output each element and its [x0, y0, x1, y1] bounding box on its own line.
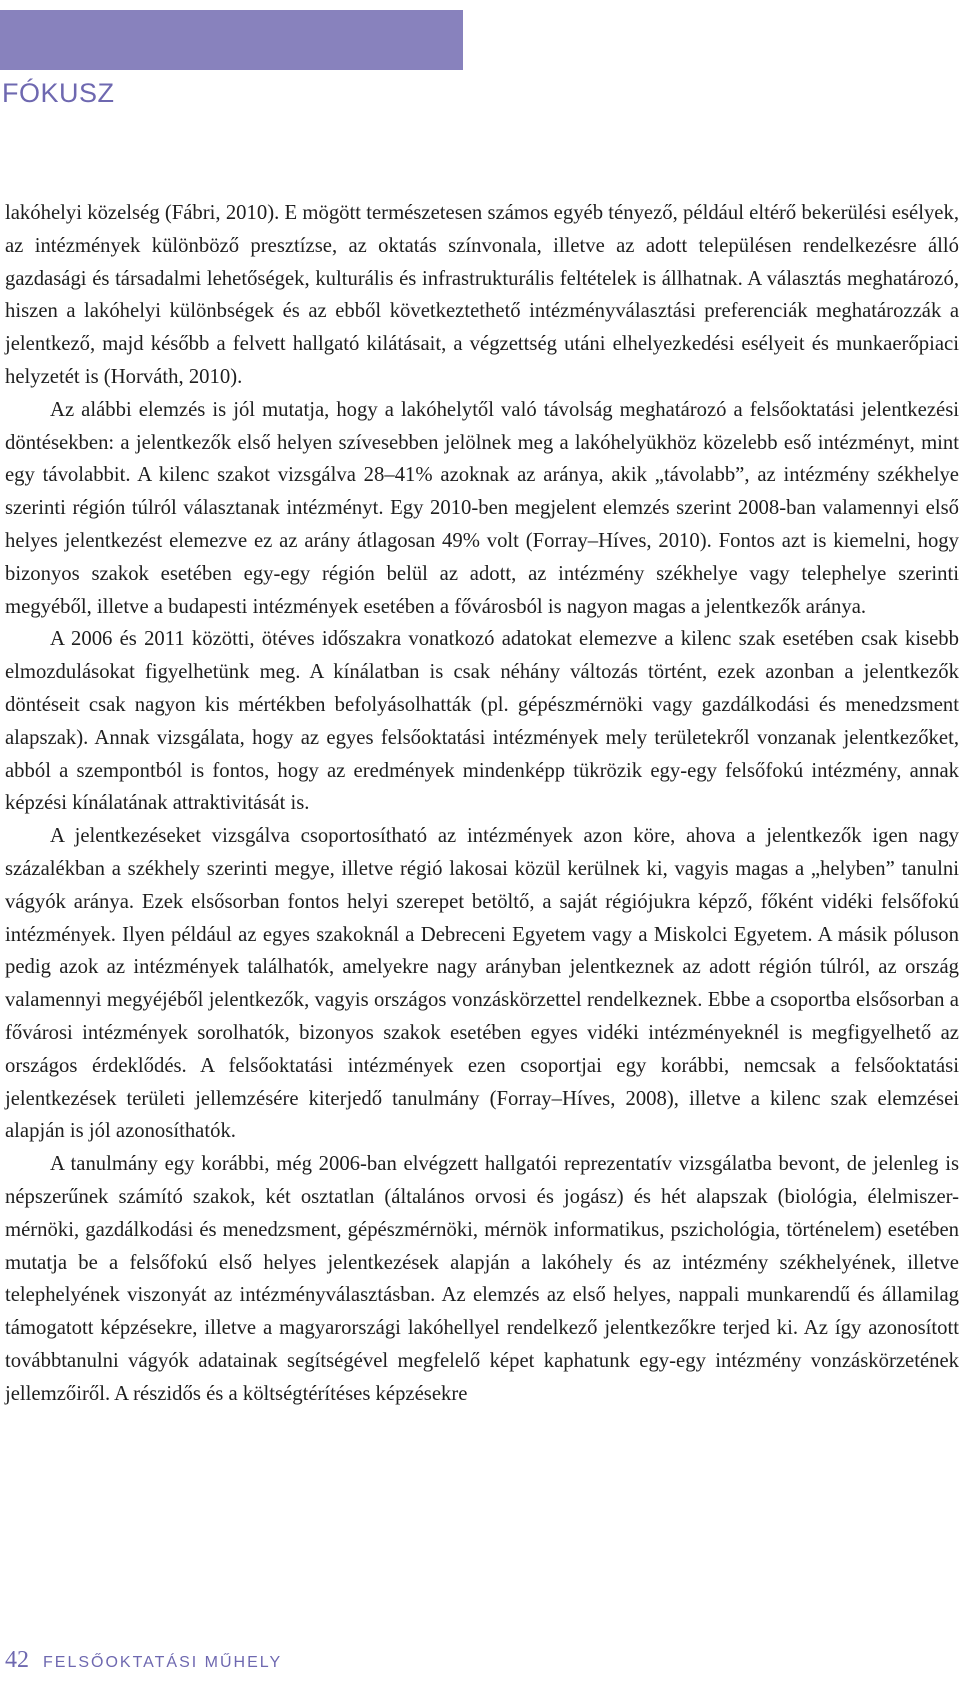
article-body: [5, 197, 959, 1410]
page-footer: [5, 1647, 282, 1674]
section-label: FÓKUSZ: [2, 78, 115, 108]
paragraph: A tanulmány egy korábbi, még 2006-ban elvégzett hallgatói reprezentatív vizsgálatba bevont, de jelenleg is népszerűnek számító szakok, két osztatlan (általános orvosi és jogász) és hét alapszak (biológia, élelmiszer-mérnöki, gazdálkodási és menedzsment, gépészmérnöki, mérnök informatikus, pszichológia, történelem) esetében mutatja be a felsőfokú első helyes jelentkezések alapján a lakóhely és az intézmény székhelyének, illetve telephelyének viszonyát az intézményválasztásban. Az elemzés az első helyes, nappali munkarendű és államilag támogatott képzésekre, illetve a magyarországi lakóhellyel rendelkező jelentkezőkre terjed ki. Az így azonosított továbbtanulni vágyók adatainak segítségével megfelelő képet kaphatunk egy-egy intézmény vonzáskörzetének jellemzőiről. A részidős és a költségtérítéses képzésekre: [5, 1153, 959, 1405]
paragraph: Az alábbi elemzés is jól mutatja, hogy a lakóhelytől való távolság meghatározó a felsőoktatási jelentkezési döntésekben: a jelentkezők első helyen szívesebben jelölnek meg a lakóhelyükhöz közelebb eső intézményt, mint egy távolabbit. A kilenc szakot vizsgálva 28–41% azoknak az aránya, akik „távolabb”, az intézmény székhelye szerinti régión túlról választanak intézményt. Egy 2010-ben megjelent elemzés szerint 2008-ban valamennyi első helyes jelentkezést elemezve ez az arány átlagosan 49% volt (Forray–Híves, 2010). Fontos azt is kiemelni, hogy bizonyos szakok esetében egy-egy régión belül az adott, az intézmény székhelye vagy telephelye szerinti megyéből, illetve a budapesti intézmények esetében a fővárosból is nagyon magas a jelentkezők aránya.: [5, 398, 959, 618]
page-number: 42: [5, 1647, 29, 1673]
header-color-bar: [0, 10, 463, 70]
paragraph: A 2006 és 2011 közötti, ötéves időszakra vonatkozó adatokat elemezve a kilenc szak esetében csak kisebb elmozdulásokat figyelhetünk meg. A kínálatban is csak néhány változás történt, ezek azonban a jelentkezők döntéseit csak nagyon kis mértékben befolyásolhatták (pl. gépészmérnöki vagy gazdálkodási és menedzsment alapszak). Annak vizsgálata, hogy az egyes felsőoktatási intézmények mely területekről vonzanak jelentkezőket, abból a szempontból is fontos, hogy az eredmények mindenképp tükrözik egy-egy felsőfokú intézmény, annak képzési kínálatának attraktivitását is.: [5, 628, 959, 815]
journal-name: FELSŐOKTATÁSI MŰHELY: [43, 1654, 283, 1671]
paragraph: A jelentkezéseket vizsgálva csoportosítható az intézmények azon köre, ahova a jelentkezők igen nagy százalékban a székhely szerinti megye, illetve régió lakosai közül kerülnek ki, vagyis magas a „helyben” tanulni vágyók aránya. Ezek elsősorban fontos helyi szerepet betöltő, a saját régiójukra képző, főként vidéki felsőfokú intézmények. Ilyen például az egyes szakoknál a Debreceni Egyetem vagy a Miskolci Egyetem. A másik póluson pedig azok az intézmények találhatók, amelyekre nagy arányban jelentkeznek az adott régión túlról, az ország valamennyi megyéjéből jelentkezők, vagyis országos vonzáskörzettel rendelkeznek. Ebbe a csoportba elsősorban a fővárosi intézmények sorolhatók, bizonyos szakok esetében egyes vidéki intézményeknél is megfigyelhető az országos érdeklődés. A felsőoktatási intézmények ezen csoportjai egy korábbi, nemcsak a felsőoktatási jelentkezések területi jellemzésére kiterjedő tanulmány (Forray–Híves, 2008), illetve a kilenc szak elemzései alapján is jól azonosíthatók.: [5, 825, 959, 1143]
paragraph: lakóhelyi közelség (Fábri, 2010). E mögött természetesen számos egyéb tényező, például eltérő bekerülési esélyek, az intézmények különböző presztízse, az oktatás színvonala, illetve az adott településen rendelkezésre álló gazdasági és társadalmi lehetőségek, kulturális és infrastrukturális feltételek is állhatnak. A választás meghatározó, hiszen a lakóhelyi különbségek és az ebből következtethető intézményválasztási preferenciák meghatározzák a jelentkező, majd később a felvett hallgató kilátásait, a végzettség utáni elhelyezkedési esélyeit és munkaerőpiaci helyzetét is (Horváth, 2010).: [5, 202, 959, 388]
